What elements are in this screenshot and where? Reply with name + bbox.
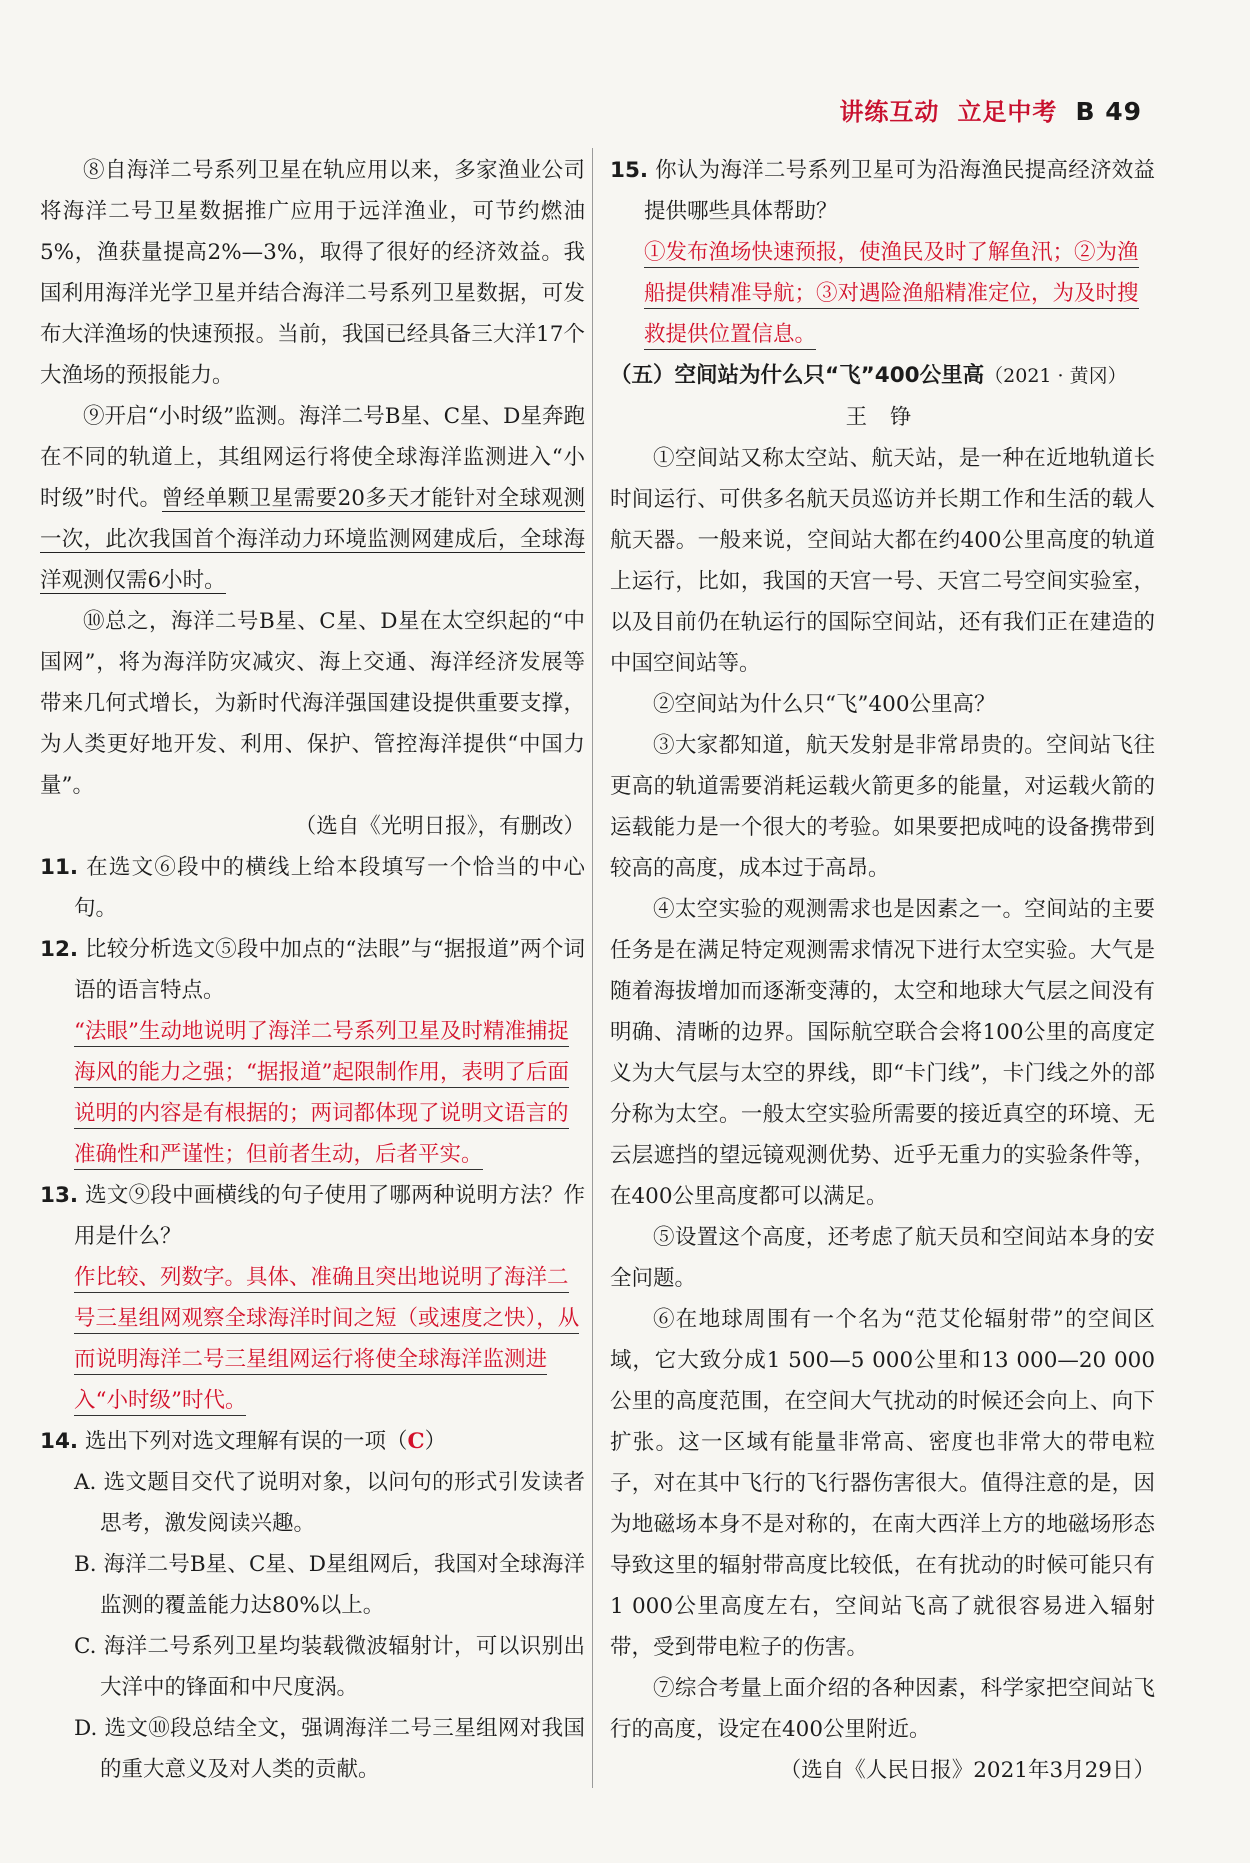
answer-13-text: 作比较、列数字。具体、准确且突出地说明了海洋二号三星组网观察全球海洋时间之短（或速度之快），从而说明海洋二号三星组网运行将使全球海洋监测进入“小时级”时代。 bbox=[74, 1265, 579, 1416]
header-title-2: 立足中考 bbox=[957, 98, 1058, 126]
answer-12-text: “法眼”生动地说明了海洋二号系列卫星及时精准捕捉海风的能力之强；“据报道”起限制作用，表明了后面说明的内容是有根据的；两词都体现了说明文语言的准确性和严谨性；但前者生动，后者平实。 bbox=[74, 1019, 569, 1170]
article-paragraph-1: ①空间站又称太空站、航天站，是一种在近地轨道长时间运行、可供多名航天员巡访并长期工作和生活的载人航天器。一般来说，空间站大都在约400公里高度的轨道上运行，比如，我国的天宫一号、天宫二号空间实验室，以及目前仍在轨运行的国际空间站，还有我们正在建造的中国空间站等。 bbox=[610, 446, 1155, 676]
paragraph-10: ⑩总之，海洋二号B星、C星、D星在太空织起的“中国网”，将为海洋防灾减灾、海上交通、海洋经济发展等带来几何式增长，为新时代海洋强国建设提供重要支撑，为人类更好地开发、利用、保护、管控海洋提供“中国力量”。 bbox=[40, 609, 585, 798]
question-12 bbox=[40, 929, 585, 1011]
question-12-text: 比较分析选文⑤段中加点的“法眼”与“据报道”两个词语的语言特点。 bbox=[74, 937, 586, 1003]
article-author: 王 铮 bbox=[845, 405, 920, 430]
question-14-answer: C bbox=[407, 1429, 425, 1454]
question-13-text: 选文⑨段中画横线的句子使用了哪两种说明方法？作用是什么？ bbox=[74, 1183, 585, 1249]
section-title bbox=[610, 355, 1155, 397]
option-c: C. 海洋二号系列卫星均装载微波辐射计，可以识别出大洋中的锋面和中尺度涡。 bbox=[74, 1634, 585, 1700]
paragraph-9-underlined: 曾经单颗卫星需要20多天才能针对全球观测一次，此次我国首个海洋动力环境监测网建成后，全球海洋观测仅需6小时。 bbox=[40, 486, 585, 593]
option-d: D. 选文⑩段总结全文，强调海洋二号三星组网对我国的重大意义及对人类的贡献。 bbox=[74, 1716, 585, 1782]
question-11-text: 在选文⑥段中的横线上给本段填写一个恰当的中心句。 bbox=[74, 855, 585, 921]
question-11-number: 11. bbox=[40, 855, 79, 880]
question-11 bbox=[40, 847, 585, 929]
question-13 bbox=[40, 1175, 585, 1257]
section-tag: （2021 · 黄冈） bbox=[984, 365, 1127, 387]
question-14-number: 14. bbox=[40, 1429, 79, 1454]
paragraph-9 bbox=[40, 396, 585, 601]
question-14-text: 选出下列对选文理解有误的一项（ bbox=[84, 1429, 408, 1454]
question-15-number: 15. bbox=[610, 158, 649, 183]
paragraph-9-text: ⑨开启“小时级”监测。海洋二号B星、C星、D星奔跑在不同的轨道上，其组网运行将使全球海洋监测进入“小时级”时代。 bbox=[40, 404, 585, 511]
left-source: （选自《光明日报》，有删改） bbox=[294, 814, 585, 839]
paragraph-8: ⑧自海洋二号系列卫星在轨应用以来，多家渔业公司将海洋二号卫星数据推广应用于远洋渔业，可节约燃油5%，渔获量提高2%—3%，取得了很好的经济效益。我国利用海洋光学卫星并结合海洋二号系列卫星数据，可发布大洋渔场的快速预报。当前，我国已经具备三大洋17个大渔场的预报能力。 bbox=[40, 158, 585, 388]
question-14-close: ） bbox=[424, 1429, 447, 1454]
column-divider bbox=[592, 148, 593, 1788]
answer-12 bbox=[40, 1011, 585, 1175]
article-paragraph-6: ⑥在地球周围有一个名为“范艾伦辐射带”的空间区域，它大致分成1 500—5 000公里和13 000—20 000公里的高度范围，在空间大气扰动的时候还会向上、向下扩张。这一区域有能量非常高、密度也非常大的带电粒子，对在其中飞行的飞行器伤害很大。值得注意的是，因为地磁场本身不是对称的，在南大西洋上方的地磁场形态导致这里的辐射带高度比较低，在有扰动的时候可能只有1 000公里高度左右，空间站飞高了就很容易进入辐射带，受到带电粒子的伤害。 bbox=[610, 1307, 1155, 1660]
header-title-1: 讲练互动 bbox=[839, 98, 940, 126]
page-number: B 49 bbox=[1075, 97, 1142, 126]
option-b: B. 海洋二号B星、C星、D星组网后，我国对全球海洋监测的覆盖能力达80%以上。 bbox=[74, 1552, 585, 1618]
answer-15 bbox=[610, 232, 1155, 355]
question-12-number: 12. bbox=[40, 937, 79, 962]
answer-15-text: ①发布渔场快速预报，使渔民及时了解鱼汛；②为渔船提供精准导航；③对遇险渔船精准定位，为及时搜救提供位置信息。 bbox=[644, 240, 1139, 350]
question-15-text: 你认为海洋二号系列卫星可为沿海渔民提高经济效益提供哪些具体帮助？ bbox=[644, 158, 1155, 224]
article-paragraph-7: ⑦综合考量上面介绍的各种因素，科学家把空间站飞行的高度，设定在400公里附近。 bbox=[610, 1676, 1155, 1742]
question-14 bbox=[40, 1421, 585, 1462]
answer-13 bbox=[40, 1257, 585, 1421]
question-15 bbox=[610, 150, 1155, 232]
left-column bbox=[40, 150, 585, 1790]
article-paragraph-4: ④太空实验的观测需求也是因素之一。空间站的主要任务是在满足特定观测需求情况下进行太空实验。大气是随着海拔增加而逐渐变薄的，太空和地球大气层之间没有明确、清晰的边界。国际航空联合会将100公里的高度定义为大气层与太空的界线，即“卡门线”，卡门线之外的部分称为太空。一般太空实验所需要的接近真空的环境、无云层遮挡的望远镜观测优势、近乎无重力的实验条件等，在400公里高度都可以满足。 bbox=[610, 897, 1155, 1209]
question-13-number: 13. bbox=[40, 1183, 79, 1208]
article-paragraph-3: ③大家都知道，航天发射是非常昂贵的。空间站飞往更高的轨道需要消耗运载火箭更多的能量，对运载火箭的运载能力是一个很大的考验。如果要把成吨的设备携带到较高的高度，成本过于高昂。 bbox=[610, 733, 1155, 881]
option-a: A. 选文题目交代了说明对象，以问句的形式引发读者思考，激发阅读兴趣。 bbox=[74, 1470, 585, 1536]
page-header bbox=[821, 92, 1142, 127]
section-title-text: （五）空间站为什么只“飞”400公里高 bbox=[610, 363, 985, 388]
article-paragraph-2: ②空间站为什么只“飞”400公里高？ bbox=[653, 692, 996, 717]
right-column bbox=[610, 150, 1155, 1791]
right-source: （选自《人民日报》2021年3月29日） bbox=[779, 1758, 1155, 1783]
article-paragraph-5: ⑤设置这个高度，还考虑了航天员和空间站本身的安全问题。 bbox=[610, 1225, 1155, 1291]
